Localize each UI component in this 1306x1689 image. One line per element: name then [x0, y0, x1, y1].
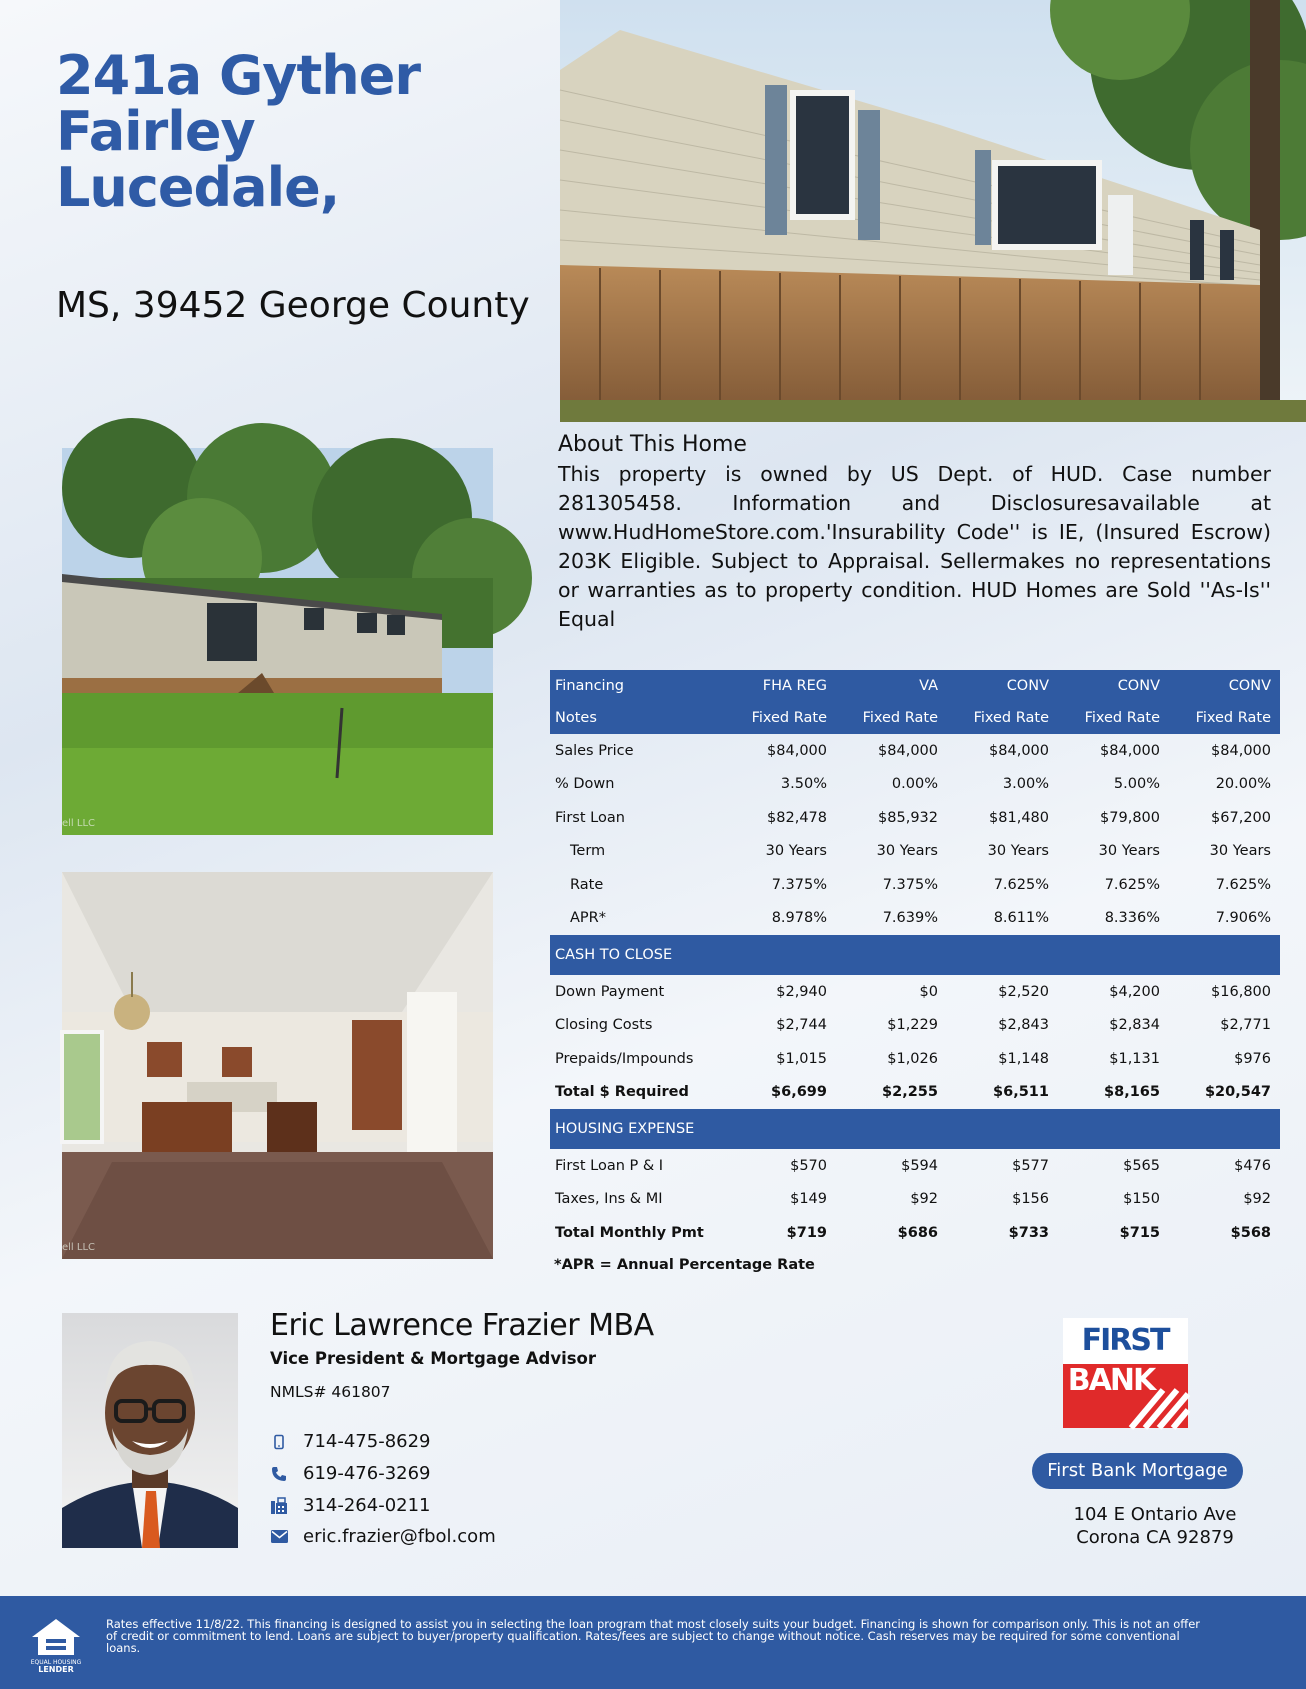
- row-value: $1,148: [998, 1050, 1049, 1067]
- row-value: FHA REG: [725, 670, 836, 702]
- row-value: CONV: [947, 670, 1058, 702]
- mobile-icon: [270, 1433, 288, 1451]
- agent-nmls: NMLS# 461807: [270, 1383, 391, 1401]
- table-row: [550, 835, 1280, 869]
- bank-address-line-2: Corona CA 92879: [1076, 1527, 1234, 1548]
- property-address-title: [56, 44, 576, 219]
- table-row: [550, 1042, 1280, 1076]
- row-value: $568: [1230, 1224, 1271, 1241]
- contact-email: [270, 1526, 496, 1547]
- row-value: 30 Years: [987, 843, 1049, 860]
- row-value: $4,200: [1109, 983, 1160, 1000]
- row-value: 30 Years: [1209, 843, 1271, 860]
- table-row: [550, 734, 1280, 768]
- row-label: Total $ Required: [555, 1084, 689, 1101]
- row-value: $150: [1123, 1191, 1160, 1208]
- logo-text-bank: BANK: [1067, 1363, 1155, 1398]
- row-value: Fixed Rate: [725, 702, 836, 734]
- row-value: Fixed Rate: [1169, 702, 1280, 734]
- total-monthly-row: [550, 1216, 1280, 1250]
- row-label: First Loan P & I: [555, 1157, 664, 1174]
- ehl-label-1: EQUAL HOUSING: [30, 1659, 82, 1666]
- row-value: $92: [910, 1191, 938, 1208]
- row-value: $79,800: [1100, 809, 1160, 826]
- row-value: $20,547: [1204, 1084, 1271, 1101]
- row-label: Sales Price: [555, 742, 634, 759]
- row-value: Fixed Rate: [947, 702, 1058, 734]
- table-header-row: [550, 670, 1280, 702]
- row-value: $156: [1012, 1191, 1049, 1208]
- row-value: $149: [790, 1191, 827, 1208]
- row-value: 3.00%: [1002, 776, 1049, 793]
- phone-icon: [270, 1465, 288, 1483]
- agent-title: Vice President & Mortgage Advisor: [270, 1349, 597, 1368]
- row-value: $719: [786, 1224, 827, 1241]
- row-value: $2,520: [998, 983, 1049, 1000]
- equal-housing-lender-icon: [30, 1617, 82, 1673]
- email-icon: [270, 1528, 288, 1546]
- financing-table: [550, 670, 1280, 1250]
- row-label: Prepaids/Impounds: [555, 1050, 694, 1067]
- row-value: $686: [897, 1224, 938, 1241]
- row-label: Notes: [550, 702, 725, 734]
- row-value: $84,000: [878, 742, 938, 759]
- row-value: $84,000: [1211, 742, 1271, 759]
- exterior-yard-photo: [62, 448, 493, 835]
- row-value: $84,000: [989, 742, 1049, 759]
- contact-fax: [270, 1495, 431, 1516]
- row-value: 3.50%: [780, 776, 827, 793]
- phone-number[interactable]: 619-476-3269: [303, 1463, 431, 1484]
- row-value: $715: [1119, 1224, 1160, 1241]
- main-house-photo: [560, 0, 1306, 422]
- row-value: $976: [1234, 1050, 1271, 1067]
- row-value: Fixed Rate: [836, 702, 947, 734]
- table-row: [550, 1183, 1280, 1217]
- row-value: 7.625%: [1104, 876, 1160, 893]
- row-value: $1,026: [887, 1050, 938, 1067]
- row-value: VA: [836, 670, 947, 702]
- contact-mobile: [270, 1431, 431, 1452]
- table-row: [550, 975, 1280, 1009]
- logo-text-first: FIRST: [1081, 1323, 1169, 1358]
- row-value: $0: [919, 983, 938, 1000]
- row-value: $85,932: [878, 809, 938, 826]
- table-row: [550, 902, 1280, 936]
- row-value: 0.00%: [891, 776, 938, 793]
- ehl-label-2: LENDER: [38, 1665, 74, 1674]
- row-label: Taxes, Ins & MI: [555, 1191, 663, 1208]
- row-value: $67,200: [1211, 809, 1271, 826]
- row-value: 30 Years: [876, 843, 938, 860]
- mobile-number[interactable]: 714-475-8629: [303, 1431, 431, 1452]
- row-value: Fixed Rate: [1058, 702, 1169, 734]
- section-cash-to-close: [550, 935, 1280, 975]
- row-value: 7.375%: [771, 876, 827, 893]
- row-value: $1,229: [887, 1017, 938, 1034]
- row-value: 8.978%: [771, 910, 827, 927]
- row-value: $594: [901, 1157, 938, 1174]
- fax-number: 314-264-0211: [303, 1495, 431, 1516]
- about-title: About This Home: [558, 432, 747, 457]
- about-body: This property is owned by US Dept. of HUD. Case number 281305458. Information and Disclosuresavailable at www.HudHomeStore.com.'Insurability Code'' is IE, (Insured Escrow) 203K Eligible. Subject to Appraisal. Sellermakes no representations or warranties as to property condition. HUD Homes are Sold ''As-Is'' Equal: [558, 462, 1271, 631]
- row-value: 8.336%: [1104, 910, 1160, 927]
- row-value: CONV: [1058, 670, 1169, 702]
- total-required-row: [550, 1076, 1280, 1110]
- row-value: $733: [1008, 1224, 1049, 1241]
- row-value: $565: [1123, 1157, 1160, 1174]
- section-label: HOUSING EXPENSE: [550, 1109, 1280, 1149]
- row-value: $2,744: [776, 1017, 827, 1034]
- row-value: $82,478: [767, 809, 827, 826]
- row-label: Term: [570, 843, 606, 860]
- row-value: 30 Years: [765, 843, 827, 860]
- row-value: $2,255: [882, 1084, 938, 1101]
- row-value: 30 Years: [1098, 843, 1160, 860]
- section-label: CASH TO CLOSE: [550, 935, 1280, 975]
- address-line-1: 241a Gyther Fairley: [56, 44, 420, 163]
- row-label: Financing: [550, 670, 725, 702]
- row-value: 7.639%: [882, 910, 938, 927]
- photo-watermark: ell LLC: [62, 1242, 96, 1253]
- row-label: First Loan: [555, 809, 625, 826]
- row-value: 7.625%: [993, 876, 1049, 893]
- contact-phone: [270, 1463, 431, 1484]
- fax-icon: [270, 1497, 288, 1515]
- row-value: $1,015: [776, 1050, 827, 1067]
- row-value: $2,771: [1220, 1017, 1271, 1034]
- table-row: [550, 801, 1280, 835]
- row-value: CONV: [1169, 670, 1280, 702]
- row-value: $1,131: [1109, 1050, 1160, 1067]
- first-bank-logo: [1063, 1318, 1188, 1428]
- row-value: $16,800: [1211, 983, 1271, 1000]
- email-address[interactable]: eric.frazier@fbol.com: [303, 1526, 496, 1547]
- row-label: % Down: [555, 776, 615, 793]
- row-value: 20.00%: [1215, 776, 1271, 793]
- row-label: Down Payment: [555, 983, 665, 1000]
- row-value: $6,511: [993, 1084, 1049, 1101]
- row-value: $2,834: [1109, 1017, 1160, 1034]
- address-line-2: Lucedale,: [56, 156, 340, 219]
- table-row: [550, 868, 1280, 902]
- row-value: $2,940: [776, 983, 827, 1000]
- row-value: 7.906%: [1215, 910, 1271, 927]
- row-value: $476: [1234, 1157, 1271, 1174]
- row-value: 7.625%: [1215, 876, 1271, 893]
- row-value: $6,699: [771, 1084, 827, 1101]
- table-row: [550, 768, 1280, 802]
- row-value: 5.00%: [1113, 776, 1160, 793]
- row-value: $84,000: [1100, 742, 1160, 759]
- row-value: 8.611%: [993, 910, 1049, 927]
- row-value: $577: [1012, 1157, 1049, 1174]
- row-label: Closing Costs: [555, 1017, 653, 1034]
- table-row: [550, 1009, 1280, 1043]
- table-header-row: [550, 702, 1280, 734]
- agent-name: Eric Lawrence Frazier MBA: [270, 1308, 654, 1343]
- row-label: Total Monthly Pmt: [555, 1224, 704, 1241]
- row-value: $92: [1243, 1191, 1271, 1208]
- row-value: $8,165: [1104, 1084, 1160, 1101]
- footer-disclaimer: Rates effective 11/8/22. This financing is designed to assist you in selecting the loan program that most closely suits your budget. Financing is shown for comparison only. This is not an offer of credit or commitment to lend. Loans are subject to buyer/property qualification. Rates/fees are subject to change without notice. Cash reserves may be required for some conventional loans.: [106, 1617, 1200, 1655]
- bank-address-line-1: 104 E Ontario Ave: [1073, 1504, 1237, 1525]
- apr-note: *APR = Annual Percentage Rate: [554, 1257, 815, 1273]
- table-row: [550, 1149, 1280, 1183]
- address-line-3: MS, 39452 George County: [56, 285, 530, 326]
- bank-address: [1040, 1503, 1270, 1549]
- row-label: APR*: [570, 910, 606, 927]
- row-label: Rate: [570, 876, 604, 893]
- row-value: $81,480: [989, 809, 1049, 826]
- section-housing-expense: [550, 1109, 1280, 1149]
- row-value: $2,843: [998, 1017, 1049, 1034]
- photo-watermark: ell LLC: [62, 818, 96, 829]
- row-value: 7.375%: [882, 876, 938, 893]
- interior-kitchen-photo: [62, 872, 493, 1259]
- row-value: $570: [790, 1157, 827, 1174]
- agent-photo: [62, 1313, 238, 1548]
- row-value: $84,000: [767, 742, 827, 759]
- bank-name-pill: First Bank Mortgage: [1032, 1453, 1243, 1489]
